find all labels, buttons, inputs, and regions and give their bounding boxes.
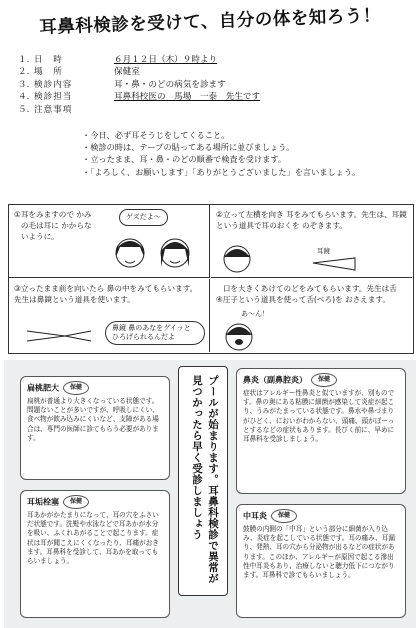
notes-list: [92, 129, 412, 178]
info-row-doctor: ４. 検診担当 耳鼻科校医の 馬場 一泰 先生です: [18, 92, 261, 103]
vertical-notice: プールが始まります。耳鼻科検診で異常が見つかったら早く受診しましょう: [178, 366, 228, 596]
page-title: 耳鼻科検診を受けて、自分の体を知ろう！: [38, 6, 382, 38]
card-title: 耳垢栓塞 保健: [27, 495, 163, 509]
otoscope-label: 耳鏡: [317, 247, 330, 255]
hoken-badge: 保健: [271, 509, 297, 523]
child-illustration: [215, 239, 259, 275]
step-2: ②立って左横を向き 耳をみてもらいます。先生は、耳鏡という道具で耳のおくを のぞきます。 耳鏡: [211, 205, 412, 278]
children-illustration: [105, 227, 205, 275]
info-row-notes: ５. 注意事項: [18, 104, 73, 115]
card-title: 鼻炎（副鼻腔炎） 保健: [243, 373, 399, 387]
otoscope-icon: [311, 255, 371, 273]
speculum-icon: [25, 327, 95, 345]
info-row-date: １. 日 時 ６月１２日（木）９時より: [18, 55, 218, 65]
note-item: ・ 立ったまま、耳・鼻・のどの順番で検査を受けます。: [92, 153, 412, 165]
step-4: ④口を大きくあけてのどをみてもらいます。先生は舌圧子という道具を使って舌(べろ)を おさえます。 あ～ん！: [211, 279, 412, 352]
note-item: ・ 検診の時は、テープの貼ってある場所に並びましょう。: [92, 141, 412, 153]
child-illustration: [215, 319, 265, 351]
card-otitis: 中耳炎 保健 鼓膜の内側の「中耳」という部分に細菌が入り込み、炎症を起こしている状態です。耳の痛み、耳漏り、発熱、耳の穴から分泌物が出るなどの症状があります。このほか、アレルギーが原因で起こる滲出性中耳炎もあり、治療しないと聴力低下につながります。耳鼻科で診てもらいましょう。: [236, 504, 406, 618]
hoken-badge: 保健: [63, 381, 89, 395]
info-row-place: ２. 場 所 保健室: [18, 67, 140, 78]
card-title: 中耳炎 保健: [243, 509, 399, 523]
speech-bubble: ゲズだよ～: [119, 209, 168, 226]
info-list: [18, 54, 408, 116]
card-tonsil: 扁桃肥大 保健 扁桃が普通より大きくなっている状態です。問題ないことが多いですが、呼吸しにくい、食べ物が飲み込みにくいなど、支障がある場合は、専門の医師に診てもらう必要があります。: [20, 376, 170, 480]
step-3: ③立ったまま前を向いたら 鼻の中をみてもらいます。先生は鼻鏡という道具を使います。 鼻鏡 鼻のあなをグイッと ひろげられるんだよ: [9, 279, 210, 352]
speech-bubble: 鼻鏡 鼻のあなをグイッと ひろげられるんだよ: [105, 321, 205, 345]
card-sinusitis: 鼻炎（副鼻腔炎） 保健 症状はアレルギー性鼻炎と似ていますが、別ものです。鼻の奥にある粘膜に細菌が感染して炎症が起こり、うみがたまっている状態です。鼻水や鼻づまりがひどく、においがわからない、頭痛、頭がぼーっとするなどの症状もあります。長びく前に、早めに耳鼻科を受診しましょう。: [236, 368, 406, 494]
info-row-content: ３. 検診内容 耳・鼻・のどの病気を診ます: [18, 79, 226, 90]
speech-text: あ～ん！: [241, 310, 269, 318]
hoken-badge: 保健: [63, 495, 89, 509]
note-item: ・ 今日、必ず耳そうじをしてくること。: [92, 129, 412, 141]
step-1: ①耳をみますので かみの毛は耳に かからないように。 ゲズだよ～: [9, 205, 210, 278]
note-item: ・ 「よろしく、お願いします」「ありがとうございました」を言いましょう。: [92, 166, 412, 178]
steps-grid: [8, 204, 414, 354]
card-title: 扁桃肥大 保健: [27, 381, 163, 395]
card-earwax: 耳垢栓塞 保健 耳あかがかたまりになって、耳の穴をふさいだ状態です。洗髪や水泳などで耳あかが水分を吸い、ふくれあがることで起こります。症状は耳が聞こえにくくなったり、耳痛がおきます。耳鼻科を受診して、耳あかを取ってもらいましょう。: [20, 490, 170, 618]
hoken-badge: 保健: [311, 373, 337, 387]
